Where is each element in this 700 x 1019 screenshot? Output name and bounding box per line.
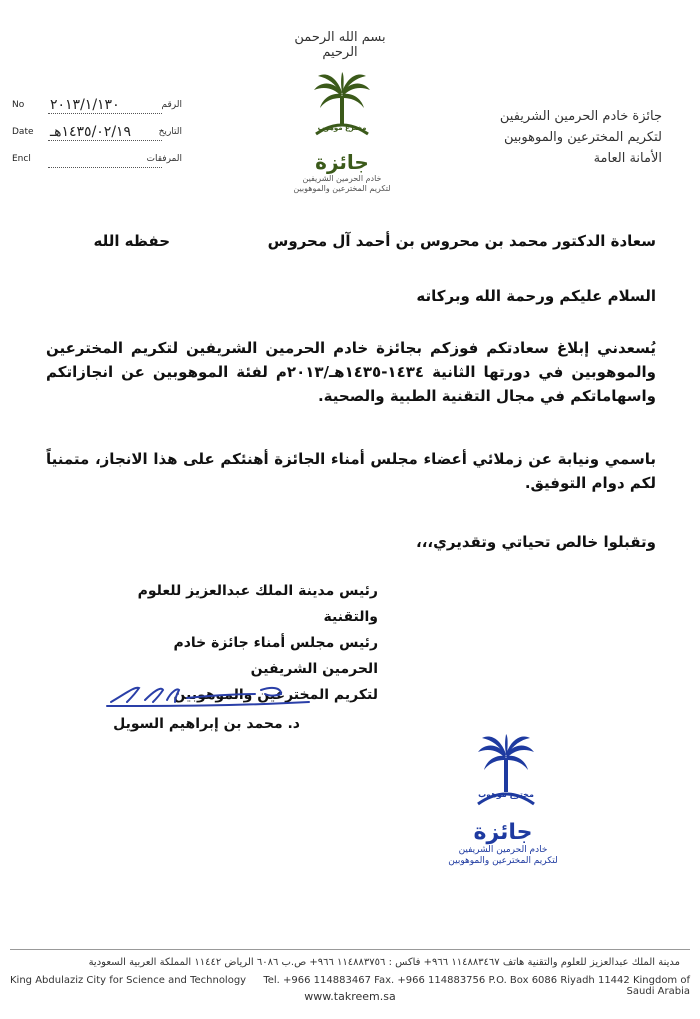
meta-row-date (12, 125, 212, 143)
header-logo-title: جائزة (315, 150, 369, 174)
recipient-honorific: حفظه الله (93, 232, 170, 250)
stamp-line1: خادم الحرمين الشريفين (458, 845, 548, 855)
stamp-palm-icon (468, 730, 544, 818)
palm-logo-icon (306, 70, 378, 150)
handwritten-signature (105, 676, 315, 712)
footer-website-link[interactable]: www.takreem.sa (304, 990, 396, 1003)
org-line-2: لتكريم المخترعين والموهوبين (503, 130, 662, 145)
footer-english-org: King Abdulaziz City for Science and Technology (10, 975, 247, 986)
meta-number-value: ٢٠١٣/١/١٣٠ (50, 97, 120, 113)
footer-divider (10, 949, 690, 950)
signatory-title-1: رئيس مدينة الملك عبدالعزيز للعلوم والتقنية (137, 583, 378, 625)
signatory-title-2: رئيس مجلس أمناء جائزة خادم الحرمين الشريفين (173, 635, 378, 677)
signatory-title-3: لتكريم المخترعين والموهوبين (173, 687, 378, 703)
paragraph-award-notice: يُسعدني إبلاغ سعادتكم فوزكم بجائزة خادم الحرمين الشريفين لتكريم المخترعين والموهوبين في دورتها الثانية ١٤٣٤-١٤٣٥هـ/٢٠١٣م لفئة الموهوبين عن انجازاتكم واسهاماتكم في مجال التقنية الطبية والصحية. (46, 339, 656, 405)
meta-date-label-en: Date (12, 127, 34, 137)
stamp-line2: لتكريم المخترعين والموهوبين (448, 856, 558, 866)
meta-date-line (48, 140, 162, 141)
paragraph-congratulations: باسمي ونيابة عن زملائي أعضاء مجلس أمناء الجائزة أهنئكم على هذا الانجاز، متمنياً لكم دوام التوفيق. (46, 450, 656, 492)
header-logo-line2: لتكريم المخترعين والموهوبين (293, 184, 391, 193)
meta-date-value: ١٤٣٥/٠٢/١٩هـ (50, 124, 132, 140)
stamp-caption (428, 820, 578, 867)
footer-english-contact: Tel. +966 114883467 Fax. +966 114883756 P.O. Box 6086 Riyadh 11442 Kingdom of Saudi Arabia (263, 975, 690, 997)
signer-name: د. محمد بن إبراهيم السويل (113, 716, 300, 732)
stamp-arc-text: مخترع موهوب (478, 790, 534, 799)
meta-row-number (12, 98, 212, 116)
header-logo-caption (276, 150, 408, 194)
header-logo-line1: خادم الحرمين الشريفين (302, 174, 382, 183)
meta-encl-label-ar: المرفقات (146, 154, 182, 164)
greeting: السلام عليكم ورحمة الله وبركاته (416, 287, 656, 305)
meta-number-label-en: No (12, 100, 25, 110)
stamp-title: جائزة (473, 820, 533, 845)
recipient-line: سعادة الدكتور محمد بن محروس بن أحمد آل محروس (267, 232, 656, 250)
organisation-block (462, 106, 662, 169)
meta-number-label-ar: الرقم (161, 100, 182, 110)
org-line-1: جائزة خادم الحرمين الشريفين (499, 109, 662, 124)
closing-line: وتقبلوا خالص تحياتي وتقديري،،، (416, 533, 656, 551)
header-logo-arc-text: مخترع موهوب (317, 124, 367, 132)
meta-date-label-ar: التاريخ (158, 127, 182, 137)
meta-row-enclosures (12, 152, 212, 170)
meta-number-line (48, 113, 162, 114)
org-line-3: الأمانة العامة (593, 151, 662, 166)
footer-arabic-address: مدينة الملك عبدالعزيز للعلوم والتقنية هاتف ١١٤٨٨٣٤٦٧ ٩٦٦+ فاكس : ١١٤٨٨٣٧٥٦ ٩٦٦+ ص.ب ٦٠٨٦ الرياض ١١٤٤٢ المملكة العربية السعودية (88, 957, 680, 968)
meta-encl-label-en: Encl (12, 154, 31, 164)
meta-encl-line (48, 167, 162, 168)
basmala: بسم الله الرحمن الرحيم (294, 30, 386, 60)
